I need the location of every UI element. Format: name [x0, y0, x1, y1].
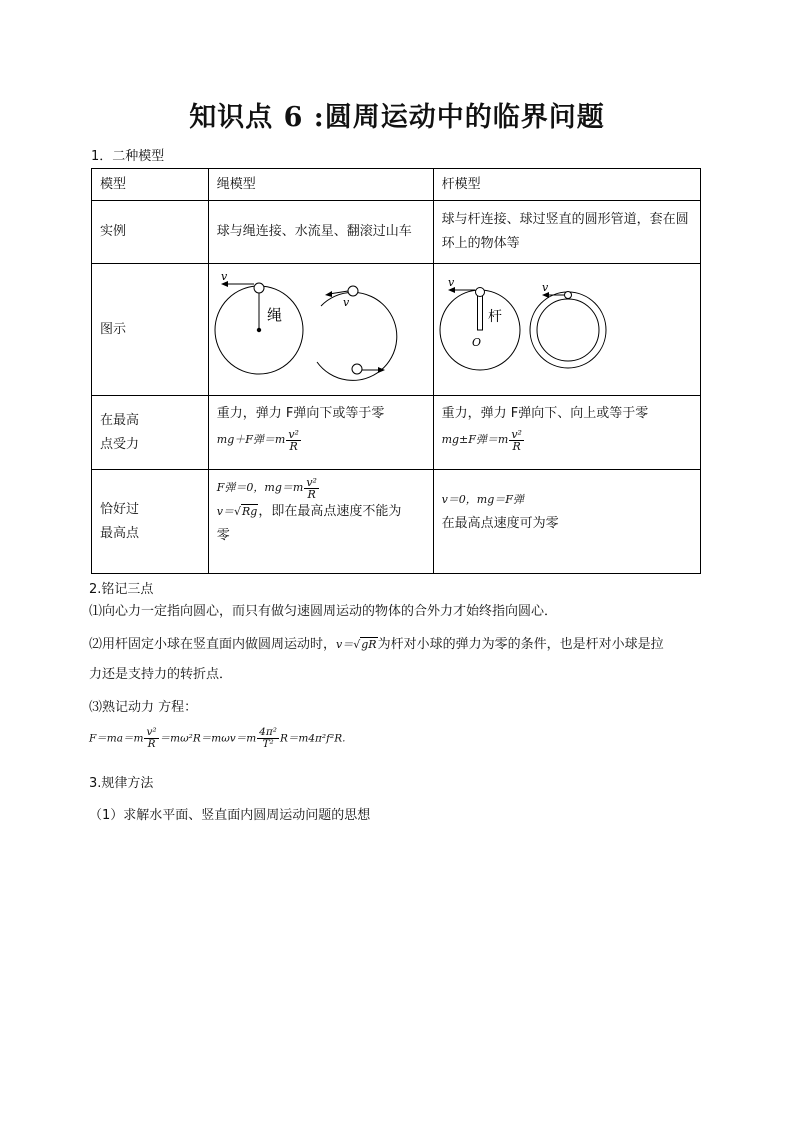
- rope-figure-cell: [208, 264, 433, 396]
- point-2-left: ⑵用杆固定小球在竖直面内做圆周运动时，: [89, 637, 337, 652]
- rod-force-cell: [433, 396, 700, 470]
- table-row-example: [92, 201, 701, 264]
- header-rope: 绳模型: [208, 169, 433, 201]
- row-label-figure: 图示: [92, 264, 209, 396]
- table-row-figure: [92, 264, 701, 396]
- formula-frac1-den: R: [147, 738, 156, 750]
- header-model: 模型: [92, 169, 209, 201]
- formula-part1: F＝ma＝m: [89, 732, 144, 745]
- formula-frac2-num: 4π²: [259, 726, 277, 738]
- frac-num: v²: [306, 475, 317, 489]
- table-row-critical: [92, 470, 701, 574]
- rope-force-cell: [208, 396, 433, 470]
- rope-critical-cell: [208, 470, 433, 574]
- rod-critical-formula: v＝0，mg＝F弹: [441, 493, 524, 506]
- models-table: [91, 168, 701, 574]
- rope-critical-line2: v＝√Rg，即在最高点速度不能为: [216, 504, 402, 519]
- formula-frac2-den: T²: [262, 738, 274, 750]
- force-label-line2: 点受力: [100, 436, 140, 452]
- rod-critical-text: 在最高点速度可为零: [441, 516, 559, 531]
- critical-label-line2: 最高点: [100, 525, 140, 541]
- critical-label-line1: 恰好过: [100, 501, 140, 517]
- section-heading-models: 1．二种模型: [91, 149, 165, 164]
- rod-force-text: 重力，弹力 F弹向下、向上或等于零: [441, 406, 649, 421]
- table-row-force: [92, 396, 701, 470]
- frac-den: R: [512, 439, 521, 453]
- dynamics-equation: [89, 727, 345, 750]
- point-2: ⑵用杆固定小球在竖直面内做圆周运动时，v＝√gR为杆对小球的弹力为零的条件，也是杆对小球是拉: [89, 637, 664, 652]
- rope-critical-left: F弹＝0，mg＝m: [216, 481, 304, 494]
- rod-figure-cell: [433, 264, 700, 396]
- frac-den: R: [289, 439, 298, 453]
- formula-part2: ＝mω²R＝mωv＝m: [159, 732, 257, 745]
- frac-den: R: [307, 487, 316, 501]
- header-rod: 杆模型: [433, 169, 700, 201]
- rod-example: 球与杆连接、球过竖直的圆形管道，套在圆环上的物体等: [433, 201, 700, 264]
- section-heading-methods: 3.规律方法: [89, 776, 154, 791]
- rod-model-figure: [434, 264, 679, 386]
- methods-item-1: （1）求解水平面、竖直面内圆周运动问题的思想: [89, 808, 371, 823]
- rod-center-label: O: [471, 336, 481, 349]
- point-2-sqrt: gR: [361, 638, 377, 651]
- rod-v-label: v: [447, 276, 454, 289]
- rope-v-label: v: [220, 270, 227, 283]
- frac-num: v²: [511, 427, 522, 441]
- rope-force-formula: [217, 428, 425, 452]
- frac-num: v²: [288, 427, 299, 441]
- rope-force-text: 重力，弹力 F弹向下或等于零: [216, 406, 385, 421]
- rope-critical-v: v＝: [216, 505, 234, 518]
- rod-critical-cell: [433, 470, 700, 574]
- row-label-example: 实例: [92, 201, 209, 264]
- point-2-right: 为杆对小球的弹力为零的条件，也是杆对小球是拉: [377, 637, 664, 652]
- tube-v-label: v: [541, 281, 548, 294]
- rod-force-formula-left: mg±F弹＝m: [441, 433, 509, 446]
- point-2-line2: 力还是支持力的转折点．: [89, 667, 233, 682]
- rod-label: 杆: [487, 309, 502, 325]
- formula-part3: R＝m4π²f²R.: [279, 732, 346, 745]
- rope-critical-rest: ，即在最高点速度不能为: [258, 504, 402, 519]
- point-1: ⑴向心力一定指向圆心，而只有做匀速圆周运动的物体的合外力才始终指向圆心．: [89, 604, 558, 619]
- rod-force-formula: [442, 428, 692, 452]
- rope-critical-formula: [217, 476, 425, 500]
- rope-label: 绳: [266, 306, 282, 324]
- row-label-force: [92, 396, 209, 470]
- table-header-row: [92, 169, 701, 201]
- rope-model-figure: [209, 264, 431, 386]
- point-3: ⑶熟记动力 方程：: [89, 700, 198, 715]
- force-label-line1: 在最高: [100, 412, 140, 428]
- point-2-v: v＝: [336, 638, 354, 651]
- rope-critical-sqrt: Rg: [242, 505, 258, 518]
- rope-v-label-2: v: [342, 296, 349, 309]
- section-heading-points: 2.铭记三点: [89, 582, 154, 597]
- row-label-critical: [92, 470, 209, 574]
- formula-frac1-num: v²: [146, 726, 157, 738]
- rope-force-formula-left: mg＋F弹＝m: [216, 433, 286, 446]
- page-title: 知识点 6 :圆周运动中的临界问题: [189, 102, 605, 133]
- rope-critical-line3: 零: [216, 528, 230, 543]
- rope-example: 球与绳连接、水流星、翻滚过山车: [208, 201, 433, 264]
